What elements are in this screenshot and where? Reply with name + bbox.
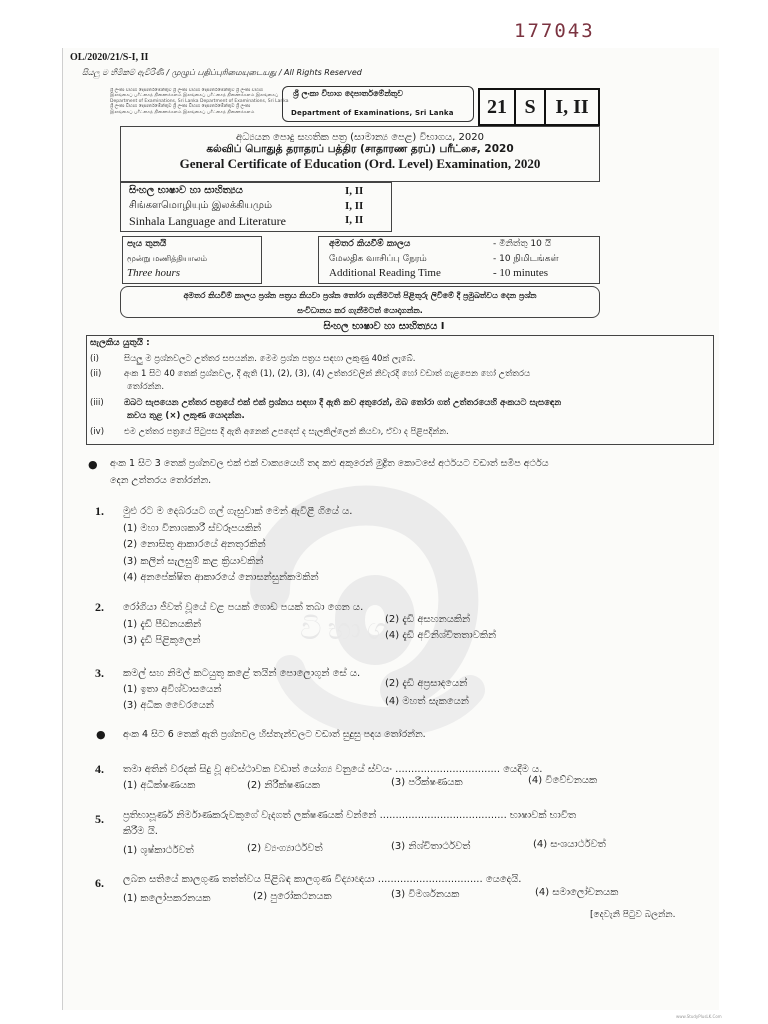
option: (1) ශුෂ්කාර්ථවත් [123, 845, 194, 856]
option: (4) දැඩි අවිනිශ්චිතතාවකින් [385, 630, 497, 641]
page-turn-note: [දෙවැනි පිටුව බලන්න. [590, 910, 676, 920]
option: (2) නොසිතූ ආකාරයේ අනතුරකින් [123, 539, 266, 550]
watermark-text: විභාග [300, 612, 395, 647]
question-text: කමල් සහ නිමල් කටයුතු කළේ තයින් පොලොගුන් සේ ය. [123, 668, 361, 679]
code-letter: S [516, 90, 546, 124]
subject-sinhala: සිංහල භාෂාව හා සාහිත්‍යය [129, 185, 243, 196]
code-number: 21 [480, 90, 516, 124]
question-number: 5. [95, 812, 104, 826]
dept-line: இலங்கைப் பரீட்சைத் திணைக்களம் இலங்கைப் பரீட்சைத் திணைக்களம் [110, 109, 255, 115]
instruction-continuation: කවය තුළ (×) ලකුණ යොදන්න. [127, 411, 245, 421]
reading-time-box [318, 236, 600, 284]
option: (2) නිරීක්ෂණයක [247, 780, 320, 791]
duration-english: Three hours [127, 267, 181, 279]
section2-instruction: අංක 4 සිට 6 තෙක් ඇති ප්‍රශ්නවල හිස්තැන්වලට වඩාත් සුදුසු පදය තෝරන්න. [123, 729, 426, 740]
option: (3) විමර්ශනයක [391, 889, 460, 900]
note-line: සංවිධානය කර ගැනීමටත් යොදාගන්න. [297, 306, 423, 315]
instructions-heading: සැලකිය යුතුයි : [90, 338, 150, 348]
duration-box [122, 236, 262, 284]
question-text: රෝගියා ජීවත් වූයේ වළ පයක් ගොඩ පයක් තබා ගෙන ය. [123, 602, 364, 613]
question-continuation: කිරීම යි. [123, 826, 158, 837]
option: (1) මහා විනාශකාරී ස්වරූපයකින් [123, 523, 262, 534]
option: (3) නිශ්චිතාර්ථවත් [391, 841, 471, 852]
instruction-item: (iv) එම උත්තර පත්‍රයේ පිටුපස දී ඇති අනෙක් උපදෙස් ද සැලකිල්ලෙන් කියවා, ඒවා ද පිළිපදින්න. [90, 427, 449, 437]
reading-time-note [120, 286, 600, 318]
exam-title-box [120, 126, 600, 182]
section1-instruction: අංක 1 සිට 3 තෙක් ප්‍රශ්නවල එක් එක් වාක්‍යයෙහි තද කළු අකුරෙන් මුද්‍රිත කොටසේ අර්ථයට වඩාත් සමීප අර්ථය [110, 458, 549, 469]
bullet-icon: ● [96, 728, 106, 741]
reading-time-sinhala: අමතර කියවීම් කාලය [329, 239, 411, 249]
dept-line: Department of Examinations, Sri Lanka Department of Examinations, Sri Lanka [110, 98, 289, 104]
bullet-icon: ● [88, 458, 98, 471]
option: (1) දැඩි පීඩනයකින් [123, 619, 202, 630]
option: (3) දැඩි පිළිකුලෙන් [123, 635, 201, 646]
duration-sinhala: පැය තුනයි [127, 239, 167, 249]
option: (3) පරීක්ෂණයක [391, 777, 463, 788]
option: (1) කලෝපකරනයක [123, 893, 211, 904]
note-line: අමතර කියවීම් කාලය ප්‍රශ්න පත්‍රය කියවා ප්‍රශ්න තෝරා ගැනීමටත් පිළිතුරු ලිවීමේ දී ප්‍රමුඛත්වය දෙන ප්‍රශ්න [183, 291, 537, 300]
watermark-site: www.StudyPlusLK.Com [676, 1014, 722, 1019]
instruction-continuation: තෝරන්න. [127, 382, 165, 392]
option: (3) කලින් සැලසුම් කළ ක්‍රියාවකින් [123, 556, 264, 567]
option: (2) පුරෝකථනයක [253, 891, 332, 902]
subject-english: Sinhala Language and Literature [129, 214, 286, 228]
subject-code-box [478, 88, 600, 126]
section1-instruction: දෙන උත්තරය තෝරන්න. [110, 475, 212, 486]
question-number: 3. [95, 666, 104, 680]
exam-title-sinhala: අධ්‍යයන පොදු සහතික පත්‍ර (සාමාන්‍ය පෙළ) විභාගය, 2020 [236, 132, 484, 143]
paper-title: සිංහල භාෂාව හා සාහිත්‍යය I [323, 321, 445, 332]
option: (3) අධික වෛරයෙන් [123, 700, 214, 711]
question-number: 2. [95, 600, 104, 614]
reading-time-tamil: மேலதிக வாசிப்பு நேரம் [329, 254, 427, 264]
instruction-item: (ii) අංක 1 සිට 40 තෙක් ප්‍රශ්නවල, දී ඇති (1), (2), (3), (4) උත්තරවලින් නිවැරදි හෝ වඩාත් ගැළපෙන හෝ උත්තරය [90, 369, 531, 379]
question-text: තමා අතින් වරදක් සිදු වූ අවස්ථාවක වඩාත් යෝග්‍ය වනුයේ ස්වයං ................................. යෙදීම ය. [123, 764, 543, 775]
rights-line: සියලු ම හිමිකම් ඇවිරිණි / முழுப் பதிப்புரிமையுடையது / All Rights Reserved [82, 68, 362, 77]
instruction-item: (i) සියලු ම ප්‍රශ්නවලට උත්තර සපයන්න. මෙම ප්‍රශ්න පත්‍රය සඳහා ලකුණු 40ක් ලැබේ. [90, 354, 416, 364]
option: (4) විවේචනයක [528, 775, 598, 786]
option: (1) අධීක්ෂණයක [123, 780, 196, 791]
dept-line: இலங்கைப் பரீட்சைத் திணைக்களம் இலங்கைப் பரீட்சைத் திணைக்களம் இலங்கைப் [110, 93, 279, 99]
instructions-box [86, 335, 714, 445]
exam-title-tamil: கல்விப் பொதுத் தராதரப் பத்திர (சாதாரண தரப்) பரீட்சை, 2020 [206, 143, 514, 155]
reading-time-english: Additional Reading Time [329, 267, 441, 279]
department-header [282, 86, 474, 122]
department-sinhala: ශ්‍රී ලංකා විභාග දෙපාර්තමේන්තුව [293, 89, 404, 98]
question-text: ප්‍රතිභාපූර්ණ නිර්මාණකරුවකුගේ වැදගත් ලක්ෂණයක් වන්නේ ........................................ භාෂාවක් භාවිත [123, 810, 577, 821]
option: (2) ව්‍යංග්‍යාර්ථවත් [247, 843, 323, 854]
option: (4) අනපේක්ෂිත ආකාරයේ නොසන්සුන්කමකින් [123, 572, 319, 583]
reading-time-english-value: - 10 minutes [493, 267, 548, 279]
question-text: මුළු රට ම දෙබරයට ගල් ගැසුවාක් මෙන් ඇවිළී ගියේ ය. [123, 506, 353, 517]
subject-value: I, II [345, 214, 364, 226]
serial-number: 177043 [514, 20, 595, 42]
option: (2) දැඩි අසහනයකින් [385, 614, 471, 625]
question-number: 4. [95, 762, 104, 776]
question-number: 1. [95, 504, 104, 518]
question-text: ලබන සතියේ කාලගුණ තත්ත්වය පිළිබඳ කාලගුණ විද්‍යාඥයා ................................. යෙදෙයි. [123, 874, 522, 885]
subject-box [120, 182, 392, 232]
instruction-item: (iii) ඔබට සැපයෙන උත්තර පත්‍රයේ එක් එක් ප්‍රශ්නය සඳහා දී ඇති කව අතුරෙන්, ඔබ තෝරා ගත් උත්තරයෙහි අංකයට සැසඳෙන [90, 398, 562, 408]
department-english: Department of Examinations, Sri Lanka [291, 109, 454, 117]
subject-value: I, II [345, 185, 364, 197]
option: (1) ඉතා අවිශ්වාසයෙන් [123, 684, 222, 695]
question-number: 6. [95, 876, 104, 890]
dept-line: ශ්‍රී ලංකා විභාග දෙපාර්තමේන්තුව ශ්‍රී ලංකා විභාග දෙපාර්තමේන්තුව ශ්‍රී ලංකා විභාග [110, 88, 264, 93]
option: (4) මහත් සැකයෙන් [385, 696, 469, 707]
subject-value: I, II [345, 200, 364, 212]
paper-code: OL/2020/21/S-I, II [70, 52, 149, 63]
option: (4) සංශයාර්ථවත් [533, 839, 606, 850]
subject-tamil: சிங்களமொழியும் இலக்கியமும் [129, 200, 273, 211]
dept-line: ශ්‍රී ලංකා විභාග දෙපාර්තමේන්තුව ශ්‍රී ලංකා විභාග දෙපාර්තමේන්තුව ශ්‍රී ලංකා [110, 104, 251, 110]
option: (2) දැඩි අප්‍රසාදයෙන් [385, 678, 468, 689]
reading-time-sinhala-value: - මිනිත්තු 10 යි [493, 239, 552, 249]
reading-time-tamil-value: - 10 நிமிடங்கள் [493, 254, 559, 264]
option: (4) සමාලෝචනයක [535, 887, 619, 898]
exam-title-english: General Certificate of Education (Ord. Level) Examination, 2020 [179, 156, 541, 171]
duration-tamil: மூன்று மணித்தியாலம் [127, 254, 208, 263]
code-parts: I, II [555, 95, 589, 118]
